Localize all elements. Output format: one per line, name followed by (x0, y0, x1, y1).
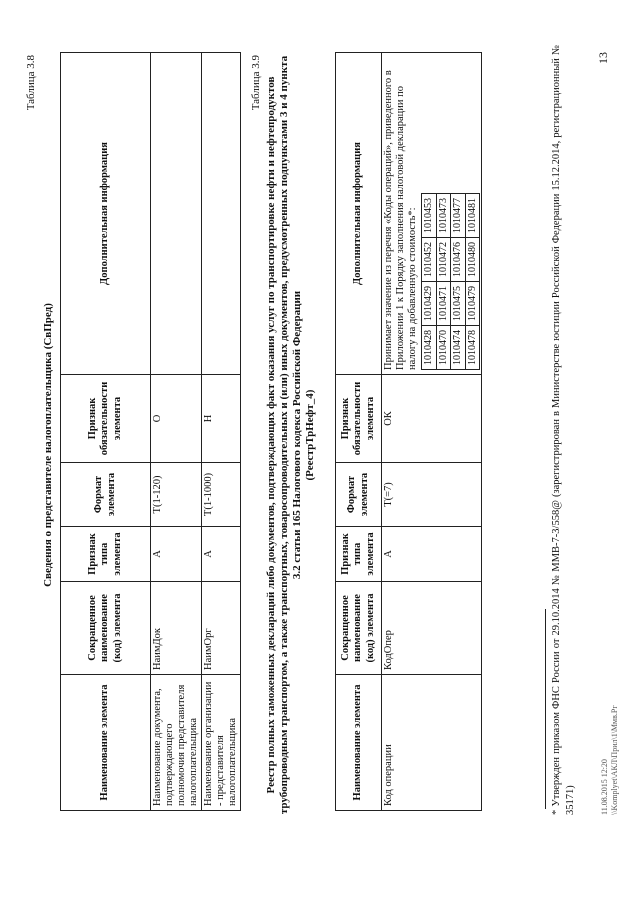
header-cell: Признак типа элемента (336, 527, 382, 582)
codes-row (451, 194, 466, 370)
cell-name: Наименование организации - представителя налогоплательщика (202, 675, 241, 811)
codes-row (422, 194, 437, 370)
cell-required: ОК (382, 375, 482, 463)
header-cell: Формат элемента (61, 463, 151, 527)
code-cell: 1010470 (436, 326, 451, 370)
header-cell: Признак обязательности элемента (61, 375, 151, 463)
code-cell: 1010429 (422, 282, 437, 326)
code-cell: 1010428 (422, 326, 437, 370)
code-cell: 1010476 (451, 238, 466, 282)
table-3-9-header-row (336, 53, 382, 811)
code-cell: 1010477 (451, 194, 466, 238)
table-3-9 (335, 52, 482, 811)
code-cell: 1010472 (436, 238, 451, 282)
code-cell: 1010481 (465, 194, 480, 238)
page-number: 13 (596, 52, 610, 64)
header-cell: Наименование элемента (336, 675, 382, 811)
header-cell: Наименование элемента (61, 675, 151, 811)
code-cell: 1010478 (465, 326, 480, 370)
code-cell: 1010473 (436, 194, 451, 238)
cell-format: Т(1-1000) (202, 463, 241, 527)
print-stamp-line: 11.08.2015 12:20 (600, 759, 609, 815)
cell-name: Код операции (382, 675, 482, 811)
codes-row (465, 194, 480, 370)
code-cell: 1010480 (465, 238, 480, 282)
table-3-9-title-code: (РеестрТрНефт_4) (303, 389, 316, 481)
cell-type: А (151, 527, 202, 582)
code-cell: 1010453 (422, 194, 437, 238)
header-cell: Признак обязательности элемента (336, 375, 382, 463)
footnote: * Утвержден приказом ФНС России от 29.10.2014 № ММВ-7-3/558@ (зарегистрирован в Министерстве юстиции Российской Федерации 15.12.2014, регистрационный № 35171) (551, 45, 576, 815)
header-cell: Дополнительная информация (336, 53, 382, 375)
header-cell: Признак типа элемента (61, 527, 151, 582)
table-3-8-header-row (61, 53, 151, 811)
cell-code: НаимДок (151, 582, 202, 675)
footnote-rule (545, 609, 546, 809)
cell-type: А (202, 527, 241, 582)
cell-info (382, 53, 482, 375)
code-cell: 1010475 (451, 282, 466, 326)
header-cell: Формат элемента (336, 463, 382, 527)
table-3-9-title-text: Реестр полных таможенных деклараций либо документов, подтверждающих факт оказания услуг по транспортировке нефти и нефтепродуктов трубопроводным транспортом, а также транспортных, товаросопроводительных и (или) иных документов, предусмотренных подпунктами 3 и 4 пункта 3.2 статьи 165 Налогового кодекса Российской Федерации (265, 55, 303, 815)
cell-required: О (151, 375, 202, 463)
cell-format: Т(1-120) (151, 463, 202, 527)
cell-required: Н (202, 375, 241, 463)
header-cell: Дополнительная информация (61, 53, 151, 375)
info-text: Принимает значение из перечня «Коды операций», приведенного в Приложении 1 к Порядку заполнения налоговой декларации по налогу на добавленную стоимость*: (383, 70, 419, 370)
cell-info (151, 53, 202, 375)
table-3-9-caption: Таблица 3.9 (250, 55, 262, 111)
codes-row (436, 194, 451, 370)
header-cell: Сокращенное наименование (код) элемента (336, 582, 382, 675)
table-row (202, 53, 241, 811)
cell-type: А (382, 527, 482, 582)
cell-format: Т(=7) (382, 463, 482, 527)
table-3-8 (60, 52, 241, 811)
cell-code: КодОпер (382, 582, 482, 675)
table-row (151, 53, 202, 811)
print-stamp (600, 705, 620, 815)
operation-codes-table (421, 193, 480, 370)
table-3-8-caption: Таблица 3.8 (25, 55, 37, 111)
code-cell: 1010471 (436, 282, 451, 326)
code-cell: 1010479 (465, 282, 480, 326)
table-row (382, 53, 482, 811)
cell-name: Наименование документа, подтверждающего полномочия представителя налогоплательщика (151, 675, 202, 811)
header-cell: Сокращенное наименование (код) элемента (61, 582, 151, 675)
table-3-8-title: Сведения о представителе налогоплательщика (СвПред) (42, 303, 54, 587)
code-cell: 1010474 (451, 326, 466, 370)
cell-code: НаимОрг (202, 582, 241, 675)
code-cell: 1010452 (422, 238, 437, 282)
table-3-9-title (265, 55, 317, 815)
cell-info (202, 53, 241, 375)
print-stamp-line: \\Komplyet\АКЛ\Прил\1\Ммв.Рг (610, 705, 619, 815)
